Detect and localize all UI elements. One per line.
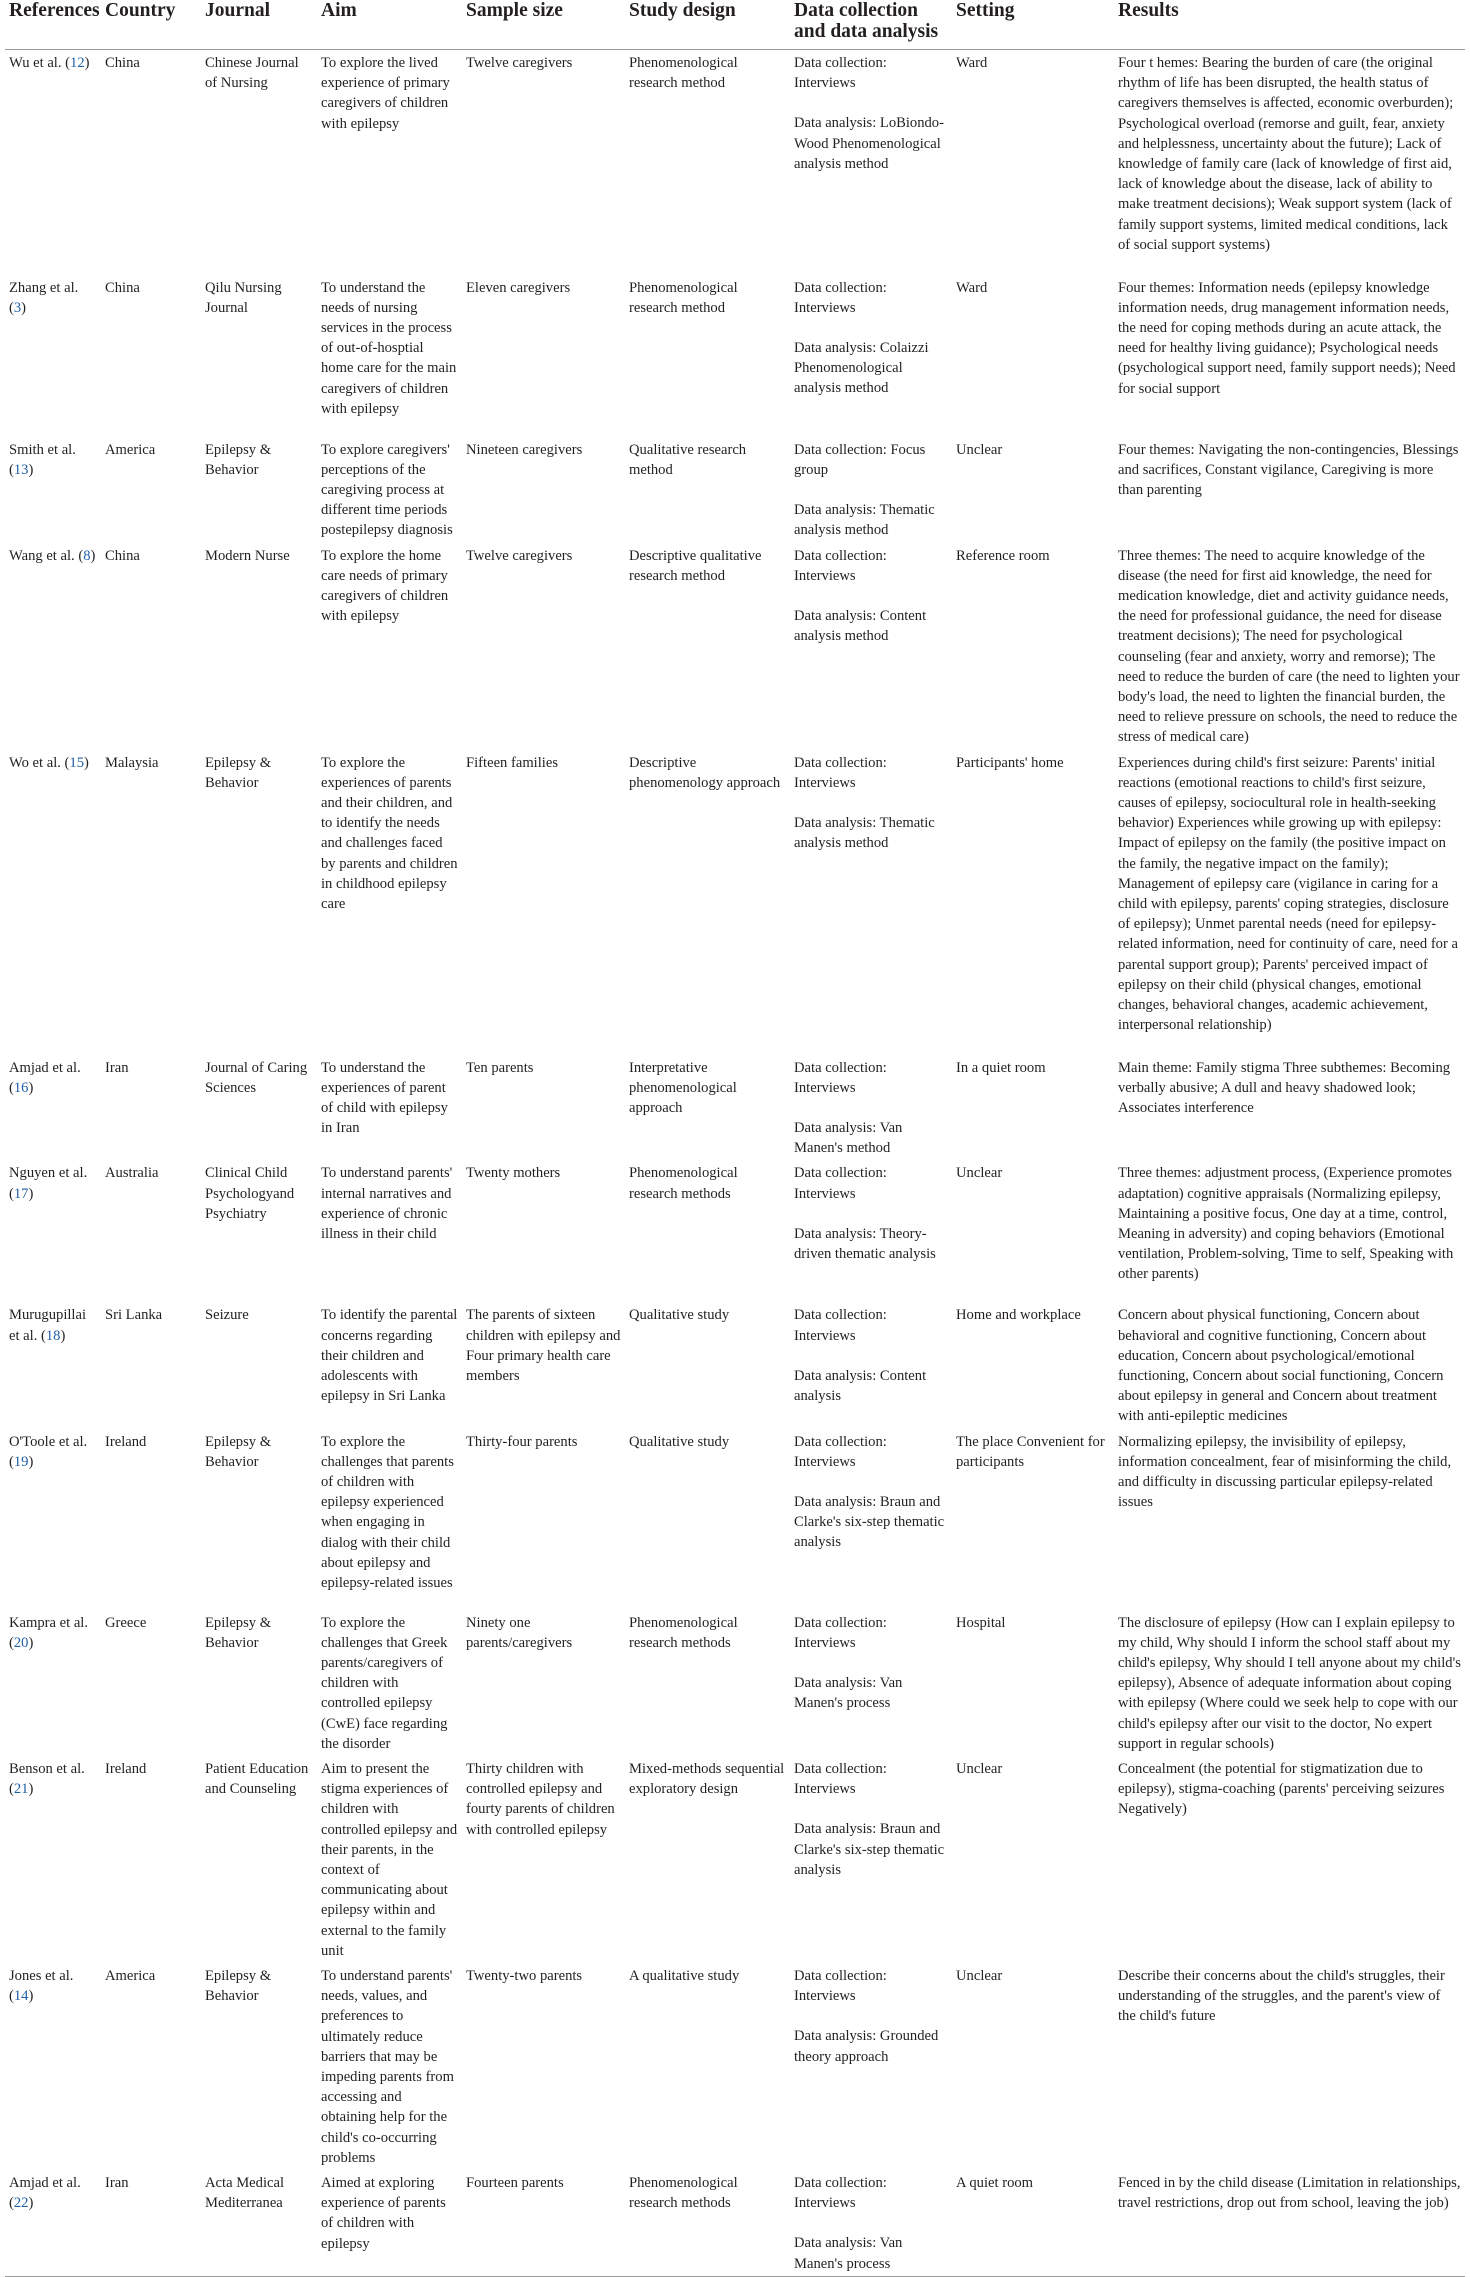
cell-reference: Amjad et al. (22) (5, 2170, 101, 2276)
cell-reference: Wu et al. (12) (9, 55, 90, 71)
header-study-design: Study design (625, 0, 790, 50)
cell-aim: Aimed at exploring experience of parents of children with epilepsy (317, 2170, 462, 2276)
cell-aim: To explore the experiences of parents and their children, and to identify the needs and challenges faced by parents and children in childhood epilepsy care (321, 754, 458, 912)
cell-results: Four themes: Navigating the non-contingencies, Blessings and sacrifices, Constant vigilance, Caregiving is more than parenting (1118, 441, 1459, 498)
cell-data-collection: Data collection: Interviews Data analysis: Theory-driven thematic analysis (794, 1165, 936, 1262)
cell-results: Concern about physical functioning, Concern about behavioral and cognitive functioning, Concern about education, Concern about psychological/emotional functioning, Concern about social functioning, Concern about epilepsy in general and Concern about treatment with anti-epileptic medicines (1118, 1307, 1444, 1425)
cell-data-collection: Data collection: Interviews Data analysis: Van Manen's process (794, 1614, 903, 1712)
cell-results: Concealment (the potential for stigmatization due to epilepsy), stigma-coaching (parents' perceiving seizures Negatively) (1118, 1761, 1445, 1818)
citation-link[interactable]: 15 (69, 754, 85, 771)
cell-country: China (105, 547, 140, 564)
cell-reference: Murugupillai et al. (18) (9, 1307, 87, 1344)
cell-data-collection: Data collection: Interviews Data analysis: Van Manen's method (794, 1059, 903, 1157)
cell-journal: Seizure (205, 1307, 249, 1324)
cell-study-design: Phenomenological research method (629, 55, 738, 92)
cell-sample-size: Eleven caregivers (466, 279, 571, 296)
cell-reference: Zhang et al. (3) (9, 279, 79, 316)
cell-aim: To understand parents' internal narratives and experience of chronic illness in their child (321, 1165, 453, 1242)
citation-link[interactable]: 21 (13, 1781, 29, 1798)
cell-journal: Qilu Nursing Journal (205, 279, 282, 316)
cell-sample-size: Twelve caregivers (466, 547, 573, 564)
cell-results: Three themes: The need to acquire knowledge of the disease (the need for first aid knowledge, the need for medication knowledge, diet and activity guidance needs, the need for professional guidance, the need for disease treatment decisions); The need for psychological counseling (fear and anxiety, worry and remorse); The need to reduce the burden of care (the need to lighten your body's load, the need to lighten the financial burden, the need to relieve pressure on schools, the need to reduce the stress of medical care) (1118, 547, 1460, 746)
cell-results: Describe their concerns about the child's struggles, their understanding of the struggles, and the parent's view of the child's future (1118, 1968, 1445, 2025)
cell-study-design: Phenomenological research method (629, 279, 738, 316)
cell-country: Greece (105, 1614, 147, 1631)
table-row (5, 543, 1465, 750)
citation-link[interactable]: 17 (13, 1185, 29, 1202)
cell-data-collection: Data collection: Interviews Data analysis: Colaizzi Phenomenological analysis method (794, 279, 929, 397)
cell-study-design: Qualitative study (629, 1433, 730, 1450)
cell-setting: A quiet room (952, 2170, 1114, 2276)
cell-sample-size: Twenty-two parents (466, 1968, 583, 1985)
cell-setting: Hospital (956, 1614, 1006, 1631)
table-row (5, 1610, 1465, 1756)
cell-country: Malaysia (105, 754, 159, 771)
cell-data-collection: Data collection: Interviews Data analysis: Content analysis method (794, 547, 927, 645)
cell-setting: Participants' home (956, 754, 1064, 771)
cell-journal: Modern Nurse (205, 547, 290, 564)
cell-setting: Home and workplace (956, 1307, 1081, 1324)
cell-aim: Aim to present the stigma experiences of children with controlled epilepsy and their parents, in the context of communicating about epilepsy within and external to the family unit (321, 1761, 458, 1959)
cell-results: Main theme: Family stigma Three subthemes: Becoming verbally abusive; A dull and heavy shadowed look; Associates interference (1118, 1059, 1451, 1116)
cell-country: America (105, 1968, 156, 1985)
cell-aim: To explore the challenges that parents of children with epilepsy experienced when engaging in dialog with their child about epilepsy and epilepsy-related issues (321, 1433, 454, 1591)
table-header (5, 0, 1465, 50)
cell-data-collection: Data collection: Interviews Data analysis: Thematic analysis method (794, 754, 935, 852)
cell-journal: Epilepsy & Behavior (205, 1614, 272, 1651)
citation-link[interactable]: 14 (13, 1988, 29, 2005)
table-row (5, 1963, 1465, 2170)
cell-data-collection: Data collection: Focus group Data analysis: Thematic analysis method (794, 441, 935, 539)
cell-data-collection: Data collection: Interviews Data analysis: Content analysis (794, 1307, 927, 1404)
cell-sample-size: The parents of sixteen children with epilepsy and Four primary health care members (466, 1307, 621, 1384)
citation-link[interactable]: 20 (13, 1634, 29, 1651)
cell-reference: Amjad et al. (16) (9, 1059, 81, 1096)
cell-sample-size: Ninety one parents/caregivers (466, 1614, 573, 1651)
header-results: Results (1114, 0, 1465, 50)
citation-link[interactable]: 18 (45, 1327, 61, 1344)
table-row (5, 1429, 1465, 1610)
table-row (5, 750, 1465, 1055)
cell-country: China (105, 279, 140, 296)
cell-data-collection: Data collection: Interviews Data analysis: Van Manen's process (790, 2170, 952, 2276)
header-aim: Aim (317, 0, 462, 50)
cell-setting: The place Convenient for participants (956, 1433, 1105, 1470)
cell-setting: Unclear (956, 441, 1003, 458)
cell-sample-size: Nineteen caregivers (466, 441, 583, 458)
header-setting: Setting (952, 0, 1114, 50)
citation-link[interactable]: 3 (13, 299, 22, 316)
table-row (5, 50, 1465, 275)
cell-results: Three themes: adjustment process, (Experience promotes adaptation) cognitive appraisals (Normalizing epilepsy, Maintaining a positive focus, One day at a time, control, Meaning in adversity) and coping behaviors (Emotional ventilation, Problem-solving, Time to self, Speaking with other parents) (1118, 1165, 1454, 1283)
cell-journal: Journal of Caring Sciences (205, 1059, 308, 1096)
cell-country: China (105, 55, 140, 71)
table-row (5, 1756, 1465, 1963)
cell-study-design: Phenomenological research methods (625, 2170, 790, 2276)
table-row (5, 437, 1465, 543)
cell-reference: Wang et al. (8) (9, 547, 96, 564)
cell-country: Ireland (105, 1761, 147, 1777)
cell-setting: Reference room (956, 547, 1050, 564)
cell-setting: Unclear (956, 1165, 1003, 1182)
header-data-collection-analysis: Data collection and data analysis (790, 0, 952, 50)
cell-reference: Kampra et al. (20) (9, 1614, 89, 1651)
cell-results: Four t hemes: Bearing the burden of care (the original rhythm of life has been disrupted, the health status of caregivers themselves is affected, economic overburden); Psychological overload (remorse and guilt, fear, anxiety and helplessness, uncertainty about the future); Lack of knowledge of family care (lack of knowledge of first aid, lack of knowledge about the disease, lack of ability to make treatment decisions); Weak support system (lack of family support systems, limited medical conditions, lack of social support systems) (1118, 55, 1454, 253)
cell-journal: Epilepsy & Behavior (205, 441, 272, 478)
table-row (5, 2170, 1465, 2276)
cell-study-design: Qualitative study (629, 1307, 730, 1324)
cell-journal: Chinese Journal of Nursing (205, 55, 299, 92)
cell-study-design: Mixed-methods sequential exploratory design (629, 1761, 785, 1798)
table-body (5, 50, 1465, 2277)
citation-link[interactable]: 16 (13, 1079, 29, 1096)
table-row (5, 275, 1465, 437)
citation-link[interactable]: 22 (13, 2195, 29, 2212)
studies-table (5, 0, 1465, 2277)
cell-aim: To explore the challenges that Greek parents/caregivers of children with controlled epilepsy (CwE) face regarding the disorder (321, 1614, 448, 1752)
cell-results: Normalizing epilepsy, the invisibility of epilepsy, information concealment, fear of misinforming the child, and difficulty in discussing particular epilepsy-related issues (1118, 1433, 1452, 1511)
citation-link[interactable]: 12 (70, 55, 85, 71)
cell-aim: To explore caregivers' perceptions of the caregiving process at different time periods postepilepsy diagnosis (321, 441, 453, 539)
cell-data-collection: Data collection: Interviews Data analysis: Braun and Clarke's six-step thematic analysis (794, 1433, 945, 1551)
cell-reference: Smith et al. (13) (9, 441, 76, 478)
cell-sample-size: Twenty mothers (466, 1165, 561, 1182)
cell-study-design: Qualitative research method (629, 441, 747, 478)
header-country: Country (101, 0, 201, 50)
cell-journal: Acta Medical Mediterranea (201, 2170, 317, 2276)
cell-data-collection: Data collection: Interviews Data analysis: Grounded theory approach (794, 1968, 939, 2065)
table-row (5, 1302, 1465, 1428)
cell-study-design: Phenomenological research methods (629, 1165, 738, 1202)
cell-country: Iran (105, 1059, 129, 1076)
header-journal: Journal (201, 0, 317, 50)
cell-sample-size: Fourteen parents (462, 2170, 625, 2276)
citation-link[interactable]: 8 (83, 547, 91, 564)
cell-sample-size: Ten parents (466, 1059, 534, 1076)
cell-study-design: Interpretative phenomenological approach (629, 1059, 737, 1116)
cell-journal: Patient Education and Counseling (205, 1761, 309, 1798)
cell-setting: Unclear (956, 1761, 1003, 1777)
cell-reference: Benson et al. (21) (9, 1761, 85, 1798)
cell-aim: To explore the home care needs of primary caregivers of children with epilepsy (321, 547, 449, 625)
cell-data-collection: Data collection: Interviews Data analysis: LoBiondo-Wood Phenomenological analysis method (794, 55, 944, 172)
cell-sample-size: Thirty children with controlled epilepsy and fourty parents of children with controlled epilepsy (466, 1761, 615, 1838)
cell-setting: In a quiet room (956, 1059, 1046, 1076)
cell-results: Experiences during child's first seizure: Parents' initial reactions (emotional reactions to child's first seizure, causes of epilepsy, sociocultural role in health-seeking behavior) Experiences while growing up with epilepsy: Impact of epilepsy on the family (the positive impact on the family, the negative impact on the family); Management of epilepsy care (vigilance in caring for a child with epilepsy, parents' coping strategies, disclosure of epilepsy); Unmet parental needs (need for epilepsy-related information, need for continuity of care, need for a parental support group); Parents' perceived impact of epilepsy on their child (physical changes, emotional changes, behavioral changes, academic achievement, interpersonal relationship) (1118, 754, 1458, 1034)
cell-reference: Nguyen et al. (17) (9, 1165, 88, 1202)
cell-country: Sri Lanka (105, 1307, 163, 1324)
cell-aim: To understand the needs of nursing services in the process of out-of-hosptial home care for the main caregivers of children with epilepsy (321, 279, 457, 417)
table-row (5, 1160, 1465, 1302)
cell-journal: Epilepsy & Behavior (205, 1968, 272, 2005)
cell-results: The disclosure of epilepsy (How can I explain epilepsy to my child, Why should I inform the school staff about my child's epilepsy, Why should I tell anyone about my child's epilepsy), Absence of adequate information about coping with epilepsy (Where could we seek help to cope with our child's epilepsy after our visit to the doctor, No expert support in regular schools) (1118, 1614, 1461, 1752)
cell-study-design: A qualitative study (629, 1968, 740, 1985)
header-sample-size: Sample size (462, 0, 625, 50)
citation-link[interactable]: 19 (13, 1453, 29, 1470)
cell-results: Fenced in by the child disease (Limitation in relationships, travel restrictions, drop out from school, leaving the job) (1114, 2170, 1465, 2276)
cell-journal: Clinical Child Psychologyand Psychiatry (205, 1165, 295, 1222)
cell-reference: Wo et al. (15) (9, 754, 89, 771)
cell-study-design: Phenomenological research methods (629, 1614, 738, 1651)
cell-aim: To identify the parental concerns regarding their children and adolescents with epilepsy in Sri Lanka (321, 1307, 458, 1405)
cell-setting: Unclear (956, 1968, 1003, 1985)
cell-setting: Ward (956, 55, 988, 71)
cell-reference: Jones et al. (14) (9, 1968, 74, 2005)
cell-results: Four themes: Information needs (epilepsy knowledge information needs, drug management information needs, the need for coping methods during an acute attack, the need for healthy living guidance); Psychological needs (psychological support need, family support needs); Need for social support (1118, 279, 1456, 397)
cell-study-design: Descriptive phenomenology approach (629, 754, 781, 791)
cell-journal: Epilepsy & Behavior (205, 1433, 272, 1470)
cell-setting: Ward (956, 279, 988, 296)
cell-sample-size: Thirty-four parents (466, 1433, 578, 1450)
cell-country: Australia (105, 1165, 159, 1182)
cell-study-design: Descriptive qualitative research method (629, 547, 762, 584)
header-references: References (5, 0, 101, 50)
cell-aim: To understand the experiences of parent of child with epilepsy in Iran (321, 1059, 448, 1137)
cell-data-collection: Data collection: Interviews Data analysis: Braun and Clarke's six-step thematic analysis (794, 1761, 945, 1878)
cell-sample-size: Twelve caregivers (466, 55, 573, 71)
cell-aim: To explore the lived experience of primary caregivers of children with epilepsy (321, 55, 450, 132)
citation-link[interactable]: 13 (13, 461, 29, 478)
cell-country: Iran (101, 2170, 201, 2276)
table-row (5, 1055, 1465, 1161)
cell-country: America (105, 441, 156, 458)
cell-sample-size: Fifteen families (466, 754, 558, 771)
cell-country: Ireland (105, 1433, 147, 1450)
cell-reference: O'Toole et al. (19) (9, 1433, 88, 1470)
cell-aim: To understand parents' needs, values, and preferences to ultimately reduce barriers that may be impeding parents from accessing and obtaining help for the child's co-occurring problems (321, 1968, 454, 2166)
cell-journal: Epilepsy & Behavior (205, 754, 272, 791)
